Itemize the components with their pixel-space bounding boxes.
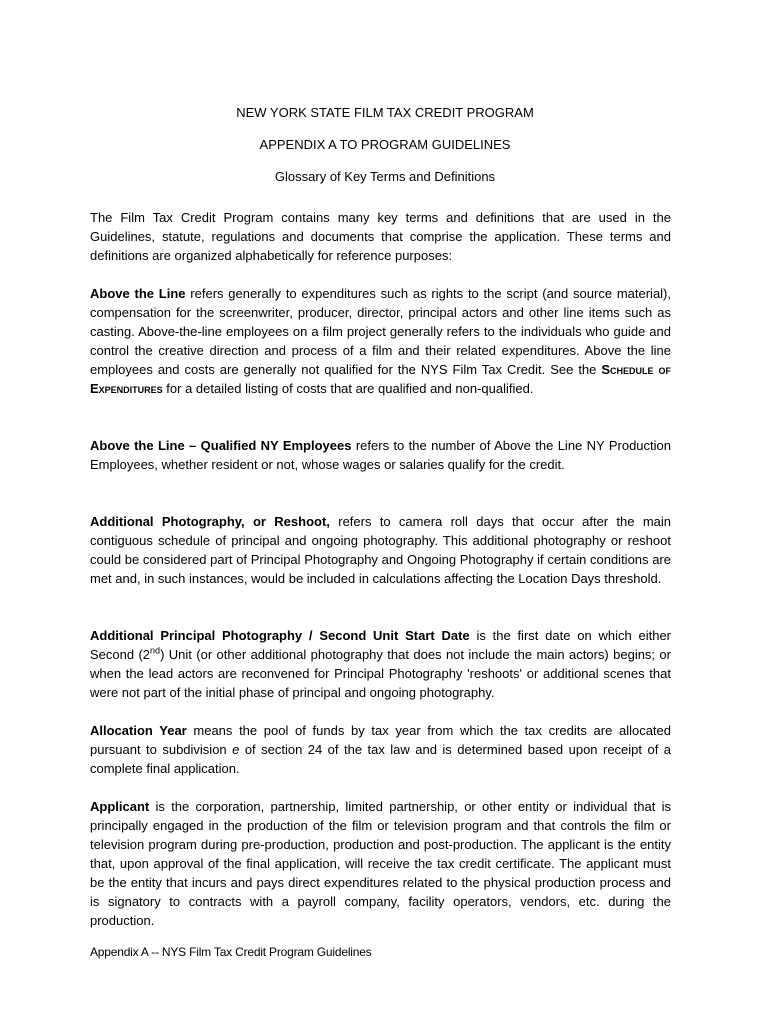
entry-term: Additional Photography, or Reshoot, xyxy=(90,514,330,529)
glossary-caption: Glossary of Key Terms and Definitions xyxy=(274,169,496,184)
entry-above-the-line-qualified xyxy=(90,436,671,474)
document-title: NEW YORK STATE FILM TAX CREDIT PROGRAM xyxy=(236,105,534,120)
schedule-of-expenditures-reference: Schedule of Expenditures xyxy=(90,362,671,396)
entry-definition: means the pool of funds by tax year from which the tax credits are allocated pursuant to subdivision xyxy=(90,723,671,757)
subdivision-letter: e xyxy=(232,742,240,757)
entry-definition-continued: of section 24 of the tax law and is determined based upon receipt of a complete final application. xyxy=(90,742,671,776)
entry-definition: refers generally to expenditures such as rights to the script (and source material), compensation for the screenwriter, producer, director, principal actors and other line items such as casting. Above-the-line employees on a film project generally refers to the individuals who guide and control the creative direction and process of a film and their related expenditures. Above the line employees and costs are generally not qualified for the NYS Film Tax Credit. See the xyxy=(90,286,672,377)
entry-term: Applicant xyxy=(90,799,150,814)
document-subtitle: APPENDIX A TO PROGRAM GUIDELINES xyxy=(259,137,511,152)
entry-definition: is the first date on which either Second (2 xyxy=(90,628,671,662)
entry-definition: refers to the number of Above the Line NY Production Employees, whether resident or not, whose wages or salaries qualify for the credit. xyxy=(90,438,671,472)
entry-applicant xyxy=(90,797,671,930)
entry-additional-principal-photography xyxy=(90,626,671,702)
entry-definition-continued: ) Unit (or other additional photography that does not include the main actors) begins; or when the lead actors are reconvened for Principal Photography 'reshoots' or additional scenes that were not part of the initial phase of principal and ongoing photography. xyxy=(90,647,671,700)
entry-term: Above the Line – Qualified NY Employees xyxy=(90,438,352,453)
page-footer: Appendix A -- NYS Film Tax Credit Program Guidelines xyxy=(90,945,372,959)
intro-paragraph: The Film Tax Credit Program contains many key terms and definitions that are used in the Guidelines, statute, regulations and documents that comprise the application. These terms and definitions are organized alphabetically for reference purposes: xyxy=(90,210,671,263)
entry-definition: is the corporation, partnership, limited partnership, or other entity or individual that is principally engaged in the production of the film or television program and that controls the film or television program during pre-production, production and post-production. The applicant is the entity that, upon approval of the final application, will receive the tax credit certificate. The applicant must be the entity that incurs and pays direct expenditures related to the physical production process and is signatory to contracts with a payroll company, facility operators, vendors, etc. during the production. xyxy=(90,799,671,928)
entry-term: Above the Line xyxy=(90,286,186,301)
entry-above-the-line xyxy=(90,284,671,398)
entry-definition: refers to camera roll days that occur after the main contiguous schedule of principal and ongoing photography. This additional photography or reshoot could be considered part of Principal Photography and Ongoing Photography if certain conditions are met and, in such instances, would be included in calculations affecting the Location Days threshold. xyxy=(90,514,671,586)
entry-definition-continued: for a detailed listing of costs that are qualified and non-qualified. xyxy=(162,381,534,396)
entry-allocation-year xyxy=(90,721,671,778)
ordinal-superscript: nd xyxy=(150,645,161,656)
entry-term: Additional Principal Photography / Second Unit Start Date xyxy=(90,628,470,643)
entry-additional-photography xyxy=(90,512,671,588)
entry-term: Allocation Year xyxy=(90,723,187,738)
